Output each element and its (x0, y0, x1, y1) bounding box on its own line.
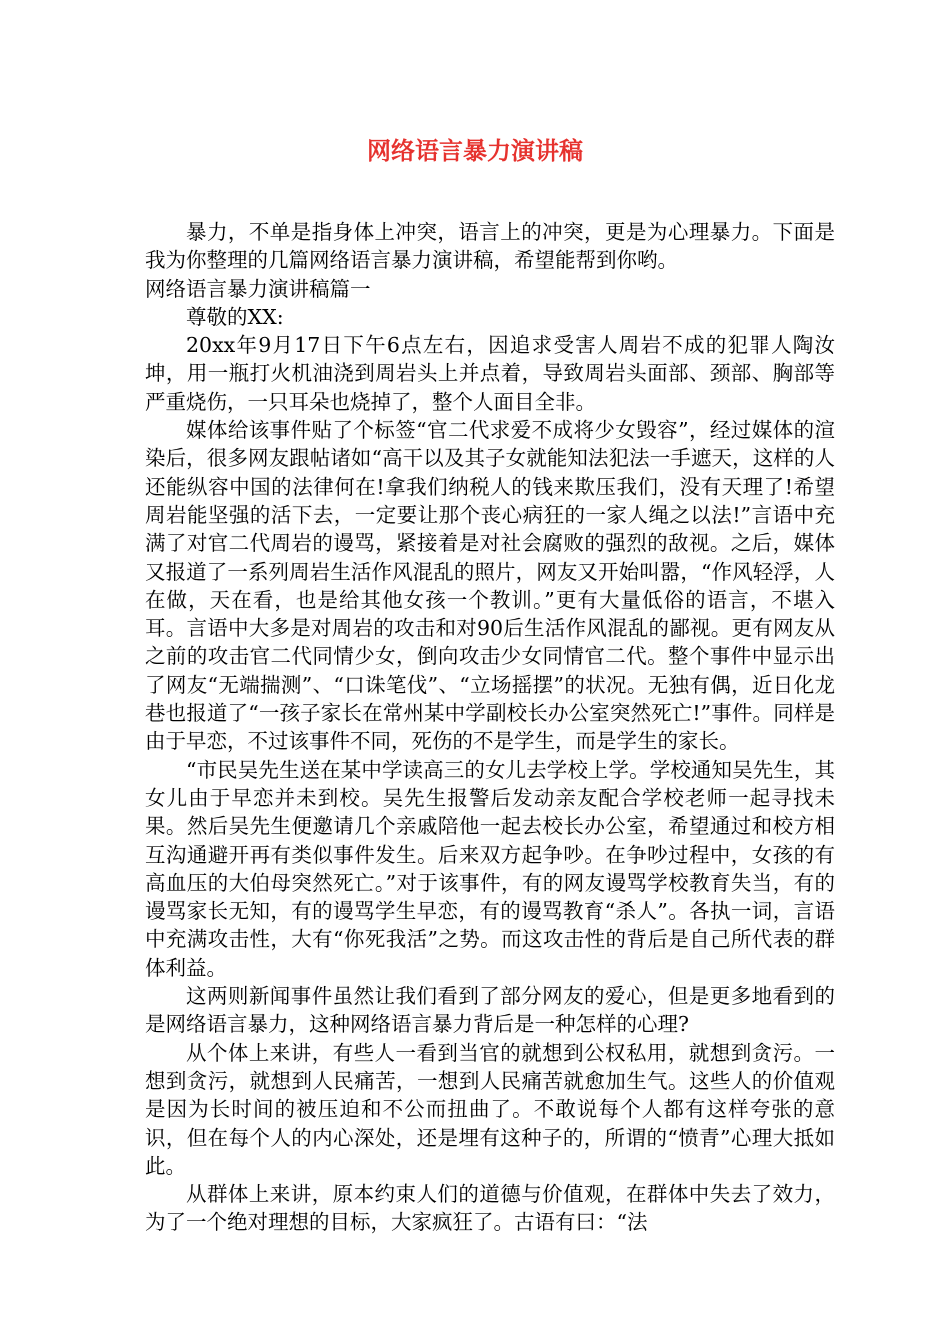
paragraph: 20xx年9月17日下午6点左右，因追求受害人周岩不成的犯罪人陶汝坤，用一瓶打火机油浇到周岩头上并点着，导致周岩头面部、颈部、胸部等严重烧伤，一只耳朵也烧掉了，整个人面目全非。 (145, 333, 835, 414)
paragraph: 暴力，不单是指身体上冲突，语言上的冲突，更是为心理暴力。下面是我为你整理的几篇网络语言暴力演讲稿，希望能帮到你哟。 (145, 220, 835, 273)
paragraph: 媒体给该事件贴了个标签“官二代求爱不成将少女毁容”，经过媒体的渲染后，很多网友跟帖诸如“高干以及其子女就能知法犯法一手遮天，这样的人还能纵容中国的法律何在!拿我们纳税人的钱来欺压我们，没有天理了!希望周岩能坚强的活下去，一定要让那个丧心病狂的一家人绳之以法!”言语中充满了对官二代周岩的谩骂，紧接着是对社会腐败的强烈的敌视。之后，媒体又报道了一系列周岩生活作风混乱的照片，网友又开始叫嚣，“作风轻浮，人在做，天在看，也是给其他女孩一个教训。”更有大量低俗的语言，不堪入耳。言语中大多是对周岩的攻击和对90后生活作风混乱的鄙视。更有网友从之前的攻击官二代同情少女，倒向攻击少女同情官二代。整个事件中显示出了网友“无端揣测”、“口诛笔伐”、“立场摇摆”的状况。无独有偶，近日化龙巷也报道了“一孩子家长在常州某中学副校长办公室突然死亡!”事件。同样是由于早恋，不过该事件不同，死伤的不是学生，而是学生的家长。 (145, 418, 835, 754)
paragraph: 这两则新闻事件虽然让我们看到了部分网友的爱心，但是更多地看到的是网络语言暴力，这种网络语言暴力背后是一种怎样的心理? (145, 984, 835, 1037)
salutation: 尊敬的XX: (186, 304, 284, 329)
section-heading: 网络语言暴力演讲稿篇一 (145, 276, 371, 301)
document-body (145, 218, 835, 1237)
paragraph: 从个体上来讲，有些人一看到当官的就想到公权私用，就想到贪污。一想到贪污，就想到人民痛苦，一想到人民痛苦就愈加生气。这些人的价值观是因为长时间的被压迫和不公而扭曲了。不敢说每个人都有这样夸张的意识，但在每个人的内心深处，还是埋有这种子的，所谓的“愤青”心理大抵如此。 (145, 1040, 835, 1178)
document-title: 网络语言暴力演讲稿 (367, 137, 583, 165)
paragraph: “市民吴先生送在某中学读高三的女儿去学校上学。学校通知吴先生，其女儿由于早恋并未到校。吴先生报警后发动亲友配合学校老师一起寻找未果。然后吴先生便邀请几个亲戚陪他一起去校长办公室，希望通过和校方相互沟通避开再有类似事件发生。后来双方起争吵。在争吵过程中，女孩的有高血压的大伯母突然死亡。”对于该事件，有的网友谩骂学校教育失当，有的谩骂家长无知，有的谩骂学生早恋，有的谩骂教育“杀人”。各执一词，言语中充满攻击性，大有“你死我活”之势。而这攻击性的背后是自己所代表的群体利益。 (145, 757, 835, 980)
paragraph: 从群体上来讲，原本约束人们的道德与价值观，在群体中失去了效力，为了一个绝对理想的目标，大家疯狂了。古语有曰：“法 (145, 1182, 835, 1235)
